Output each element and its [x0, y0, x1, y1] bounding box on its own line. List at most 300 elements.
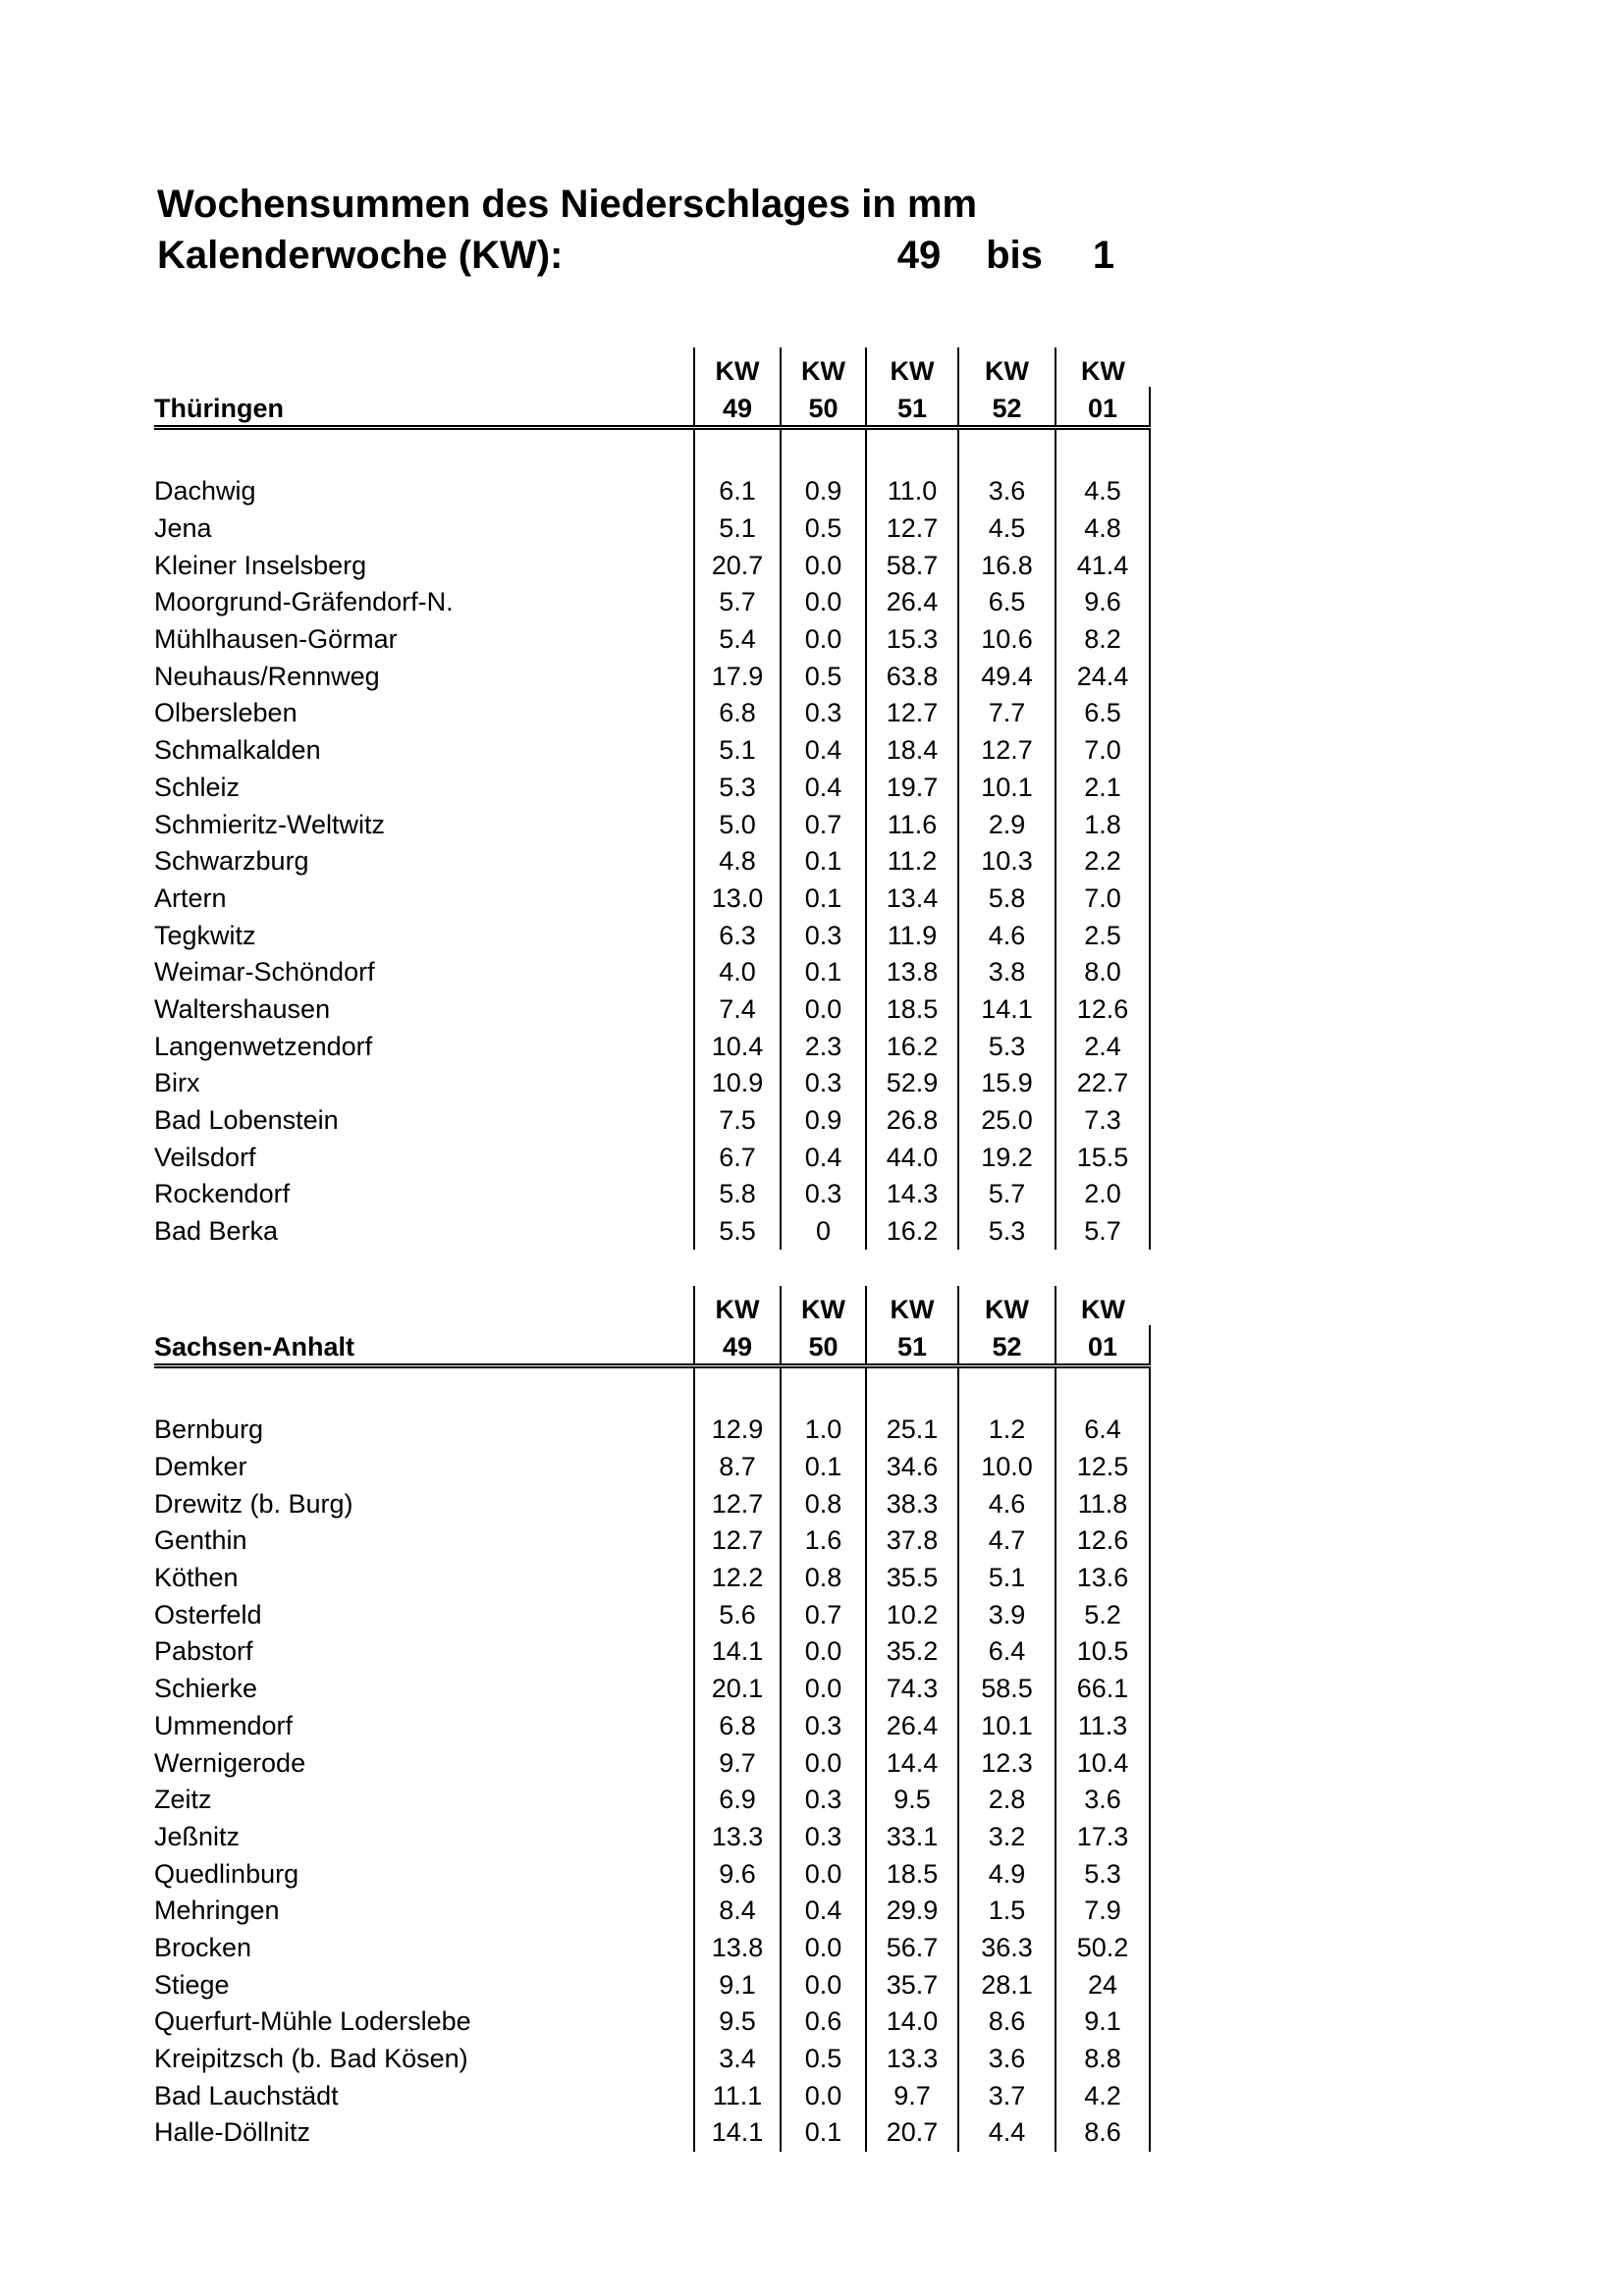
precip-value: 8.2: [1056, 621, 1150, 659]
precip-value: 5.7: [958, 1176, 1056, 1213]
station-name: Stiege: [154, 1969, 230, 2000]
station-name: Querfurt-Mühle Loderslebe: [154, 2006, 471, 2037]
precip-value: 74.3: [866, 1671, 958, 1708]
precip-value: 0.3: [781, 917, 866, 954]
table-row: [154, 658, 1150, 695]
kw-label: KW: [866, 1286, 958, 1325]
page-title: Wochensummen des Niederschlages in mm: [157, 183, 978, 226]
precip-value: 5.3: [958, 1028, 1056, 1065]
station-name: Bad Berka: [154, 1216, 279, 1247]
header-gap: [154, 1366, 1150, 1413]
precip-value: 11.3: [1056, 1708, 1150, 1745]
precip-value: 13.3: [694, 1819, 781, 1856]
precip-value: 16.8: [958, 547, 1056, 584]
kw-label: KW: [1056, 347, 1150, 387]
table-row: [154, 1213, 1150, 1251]
precip-value: 0.0: [781, 1633, 866, 1671]
precip-value: 9.6: [694, 1855, 781, 1893]
precip-value: 14.3: [866, 1176, 958, 1213]
precip-value: 0.0: [781, 547, 866, 584]
precip-value: 5.3: [694, 770, 781, 807]
precip-value: 0.0: [781, 1966, 866, 2003]
precip-value: 13.3: [866, 2041, 958, 2078]
precip-value: 3.6: [958, 473, 1056, 510]
precip-value: 44.0: [866, 1139, 958, 1176]
station-name: Bernburg: [154, 1415, 264, 1445]
precip-value: 15.5: [1056, 1139, 1150, 1176]
precip-value: 29.9: [866, 1893, 958, 1930]
station-name: Halle-Döllnitz: [154, 2117, 311, 2148]
precip-value: 12.2: [694, 1560, 781, 1597]
precip-value: 16.2: [866, 1213, 958, 1251]
precip-value: 1.2: [958, 1412, 1056, 1449]
precip-value: 6.4: [958, 1633, 1056, 1671]
precip-value: 34.6: [866, 1449, 958, 1486]
precip-value: 0.0: [781, 2077, 866, 2114]
week-number: 01: [1056, 1325, 1150, 1366]
precip-value: 5.6: [694, 1596, 781, 1633]
table-row: [154, 917, 1150, 954]
precip-value: 11.8: [1056, 1485, 1150, 1522]
week-number: 51: [866, 1325, 958, 1366]
precip-value: 20.7: [866, 2114, 958, 2152]
precip-value: 8.6: [958, 2003, 1056, 2041]
precip-value: 11.2: [866, 843, 958, 881]
precip-value: 18.5: [866, 1855, 958, 1893]
week-number: 49: [694, 387, 781, 428]
precip-value: 2.3: [781, 1028, 866, 1065]
precip-value: 11.0: [866, 473, 958, 510]
station-rows: [154, 473, 1150, 1250]
precip-value: 0.0: [781, 1671, 866, 1708]
precip-value: 8.8: [1056, 2041, 1150, 2078]
precip-value: 0.4: [781, 1893, 866, 1930]
precip-value: 0.3: [781, 695, 866, 732]
precip-value: 0.3: [781, 1708, 866, 1745]
precip-value: 1.6: [781, 1522, 866, 1560]
precip-value: 0.8: [781, 1485, 866, 1522]
precip-value: 12.7: [958, 732, 1056, 770]
precip-value: 8.0: [1056, 954, 1150, 991]
kw-label: KW: [1056, 1286, 1150, 1325]
precip-value: 5.1: [958, 1560, 1056, 1597]
precip-value: 3.4: [694, 2041, 781, 2078]
week-number: 52: [958, 387, 1056, 428]
precip-value: 13.8: [694, 1930, 781, 1967]
table-row: [154, 584, 1150, 621]
precip-value: 1.0: [781, 1412, 866, 1449]
precip-value: 3.9: [958, 1596, 1056, 1633]
precip-value: 4.2: [1056, 2077, 1150, 2114]
kw-to: 1: [1092, 234, 1115, 277]
table-row: [154, 621, 1150, 659]
table-row: [154, 991, 1150, 1029]
table-row: [154, 1966, 1150, 2003]
precip-value: 0.5: [781, 510, 866, 548]
precip-value: 10.4: [1056, 1744, 1150, 1782]
table-row: [154, 1671, 1150, 1708]
precip-value: 10.4: [694, 1028, 781, 1065]
station-rows: [154, 1412, 1150, 2152]
header-row-weeks: [154, 387, 1150, 428]
precip-value: 26.4: [866, 1708, 958, 1745]
station-name: Artern: [154, 882, 227, 913]
precip-value: 25.1: [866, 1412, 958, 1449]
precip-value: 0.0: [781, 621, 866, 659]
precip-value: 6.9: [694, 1782, 781, 1819]
precip-value: 13.0: [694, 881, 781, 918]
precip-value: 12.9: [694, 1412, 781, 1449]
precip-value: 17.9: [694, 658, 781, 695]
precip-value: 0.9: [781, 1102, 866, 1140]
precip-value: 4.6: [958, 1485, 1056, 1522]
table-row: [154, 881, 1150, 918]
precip-value: 7.5: [694, 1102, 781, 1140]
week-number: 01: [1056, 387, 1150, 428]
table-row: [154, 954, 1150, 991]
precip-value: 24: [1056, 1966, 1150, 2003]
table-row: [154, 1782, 1150, 1819]
table-row: [154, 732, 1150, 770]
table-row: [154, 1819, 1150, 1856]
kw-bis: bis: [986, 234, 1043, 277]
table-row: [154, 2077, 1150, 2114]
precip-value: 4.7: [958, 1522, 1056, 1560]
precip-value: 20.1: [694, 1671, 781, 1708]
week-number: 50: [781, 1325, 866, 1366]
precip-value: 5.5: [694, 1213, 781, 1251]
table-row: [154, 1855, 1150, 1893]
table-row: [154, 1893, 1150, 1930]
table-row: [154, 1028, 1150, 1065]
precip-value: 5.8: [694, 1176, 781, 1213]
precip-value: 9.5: [866, 1782, 958, 1819]
precip-value: 4.8: [694, 843, 781, 881]
precip-value: 3.2: [958, 1819, 1056, 1856]
station-name: Drewitz (b. Burg): [154, 1488, 353, 1519]
header-spacer: [154, 1286, 694, 1325]
kw-label: KW: [694, 347, 781, 387]
precip-value: 0.1: [781, 881, 866, 918]
precip-value: 9.5: [694, 2003, 781, 2041]
kw-from: 49: [896, 234, 942, 277]
precip-value: 0.4: [781, 1139, 866, 1176]
precip-value: 35.2: [866, 1633, 958, 1671]
precip-value: 9.1: [694, 1966, 781, 2003]
precip-value: 5.7: [694, 584, 781, 621]
precip-value: 0.0: [781, 1855, 866, 1893]
precip-value: 0.7: [781, 1596, 866, 1633]
precip-value: 0.0: [781, 1930, 866, 1967]
table-row: [154, 510, 1150, 548]
header-row-weeks: [154, 1325, 1150, 1366]
precip-value: 0: [781, 1213, 866, 1251]
table-row: [154, 843, 1150, 881]
precip-value: 0.5: [781, 658, 866, 695]
precip-value: 10.3: [958, 843, 1056, 881]
precip-value: 10.2: [866, 1596, 958, 1633]
precip-value: 0.1: [781, 2114, 866, 2152]
precip-value: 0.3: [781, 1782, 866, 1819]
precip-value: 12.7: [866, 695, 958, 732]
station-name: Brocken: [154, 1932, 252, 1962]
precip-value: 0.0: [781, 584, 866, 621]
precip-value: 0.8: [781, 1560, 866, 1597]
precip-value: 19.2: [958, 1139, 1056, 1176]
station-name: Schmalkalden: [154, 735, 321, 766]
precip-value: 5.4: [694, 621, 781, 659]
precip-value: 4.9: [958, 1855, 1056, 1893]
precip-value: 66.1: [1056, 1671, 1150, 1708]
station-name: Schleiz: [154, 772, 241, 802]
table-row: [154, 1139, 1150, 1176]
precip-value: 11.1: [694, 2077, 781, 2114]
precip-value: 0.1: [781, 954, 866, 991]
table-row: [154, 1412, 1150, 1449]
station-name: Schmieritz-Weltwitz: [154, 809, 386, 839]
station-name: Mehringen: [154, 1896, 280, 1926]
precip-value: 10.1: [958, 770, 1056, 807]
precip-value: 6.3: [694, 917, 781, 954]
station-name: Pabstorf: [154, 1636, 253, 1667]
kw-label: KW: [781, 1286, 866, 1325]
station-name: Olbersleben: [154, 698, 298, 728]
precip-value: 13.6: [1056, 1560, 1150, 1597]
precip-value: 36.3: [958, 1930, 1056, 1967]
precip-value: 4.4: [958, 2114, 1056, 2152]
precip-value: 8.4: [694, 1893, 781, 1930]
precip-value: 14.0: [866, 2003, 958, 2041]
precip-value: 0.0: [781, 1744, 866, 1782]
precip-value: 19.7: [866, 770, 958, 807]
precip-value: 3.7: [958, 2077, 1056, 2114]
kw-label: KW: [958, 347, 1056, 387]
precip-value: 5.3: [958, 1213, 1056, 1251]
precip-value: 14.1: [694, 2114, 781, 2152]
station-name: Kreipitzsch (b. Bad Kösen): [154, 2044, 468, 2074]
station-name: Veilsdorf: [154, 1142, 256, 1172]
precip-value: 12.7: [694, 1485, 781, 1522]
precip-value: 7.4: [694, 991, 781, 1029]
precip-value: 1.8: [1056, 806, 1150, 843]
precip-value: 10.5: [1056, 1633, 1150, 1671]
precip-value: 12.6: [1056, 1522, 1150, 1560]
station-name: Bad Lauchstädt: [154, 2080, 339, 2110]
precip-value: 0.0: [781, 991, 866, 1029]
precip-value: 5.0: [694, 806, 781, 843]
precip-value: 4.8: [1056, 510, 1150, 548]
precip-value: 8.6: [1056, 2114, 1150, 2152]
precip-value: 8.7: [694, 1449, 781, 1486]
precip-value: 0.1: [781, 843, 866, 881]
precip-value: 2.8: [958, 1782, 1056, 1819]
kw-label: KW: [958, 1286, 1056, 1325]
precip-value: 3.8: [958, 954, 1056, 991]
station-name: Dachwig: [154, 476, 256, 507]
header-gap: [154, 428, 1150, 474]
precip-value: 56.7: [866, 1930, 958, 1967]
table-row: [154, 2003, 1150, 2041]
precip-value: 2.2: [1056, 843, 1150, 881]
precip-value: 5.1: [694, 732, 781, 770]
precip-value: 9.1: [1056, 2003, 1150, 2041]
station-name: Waltershausen: [154, 993, 331, 1024]
precip-value: 0.6: [781, 2003, 866, 2041]
precip-value: 18.5: [866, 991, 958, 1029]
precip-value: 6.7: [694, 1139, 781, 1176]
precip-value: 5.7: [1056, 1213, 1150, 1251]
table-row: [154, 695, 1150, 732]
precip-value: 2.5: [1056, 917, 1150, 954]
station-name: Schierke: [154, 1674, 258, 1704]
week-number: 52: [958, 1325, 1056, 1366]
kw-label: KW: [694, 1286, 781, 1325]
precip-value: 4.6: [958, 917, 1056, 954]
precip-value: 35.7: [866, 1966, 958, 2003]
precip-value: 7.7: [958, 695, 1056, 732]
station-name: Demker: [154, 1452, 247, 1482]
precip-value: 0.4: [781, 732, 866, 770]
precip-value: 2.1: [1056, 770, 1150, 807]
precip-value: 50.2: [1056, 1930, 1150, 1967]
precip-value: 12.7: [694, 1522, 781, 1560]
kw-label: KW: [866, 347, 958, 387]
section-table-thueringen: [154, 347, 1151, 1250]
precip-value: 49.4: [958, 658, 1056, 695]
precip-value: 0.1: [781, 1449, 866, 1486]
table-row: [154, 1485, 1150, 1522]
precip-value: 6.4: [1056, 1412, 1150, 1449]
table-row: [154, 1522, 1150, 1560]
precip-value: 7.9: [1056, 1893, 1150, 1930]
precip-value: 1.5: [958, 1893, 1056, 1930]
precip-value: 4.5: [1056, 473, 1150, 510]
precip-value: 7.0: [1056, 881, 1150, 918]
station-name: Tegkwitz: [154, 920, 256, 950]
table-row: [154, 1102, 1150, 1140]
station-name: Bad Lobenstein: [154, 1105, 339, 1136]
precip-value: 26.4: [866, 584, 958, 621]
precip-value: 18.4: [866, 732, 958, 770]
table-row: [154, 1596, 1150, 1633]
precip-value: 2.0: [1056, 1176, 1150, 1213]
station-name: Birx: [154, 1068, 200, 1098]
precip-value: 11.6: [866, 806, 958, 843]
header-row-kw: [154, 1286, 1150, 1325]
station-name: Quedlinburg: [154, 1858, 299, 1889]
precip-value: 26.8: [866, 1102, 958, 1140]
precip-value: 2.4: [1056, 1028, 1150, 1065]
precip-value: 4.0: [694, 954, 781, 991]
station-name: Osterfeld: [154, 1599, 262, 1629]
section-title: Sachsen-Anhalt: [154, 1325, 694, 1366]
precip-value: 12.3: [958, 1744, 1056, 1782]
precip-value: 14.4: [866, 1744, 958, 1782]
table-row: [154, 1708, 1150, 1745]
station-name: Neuhaus/Rennweg: [154, 661, 380, 691]
precip-value: 9.6: [1056, 584, 1150, 621]
station-name: Langenwetzendorf: [154, 1031, 373, 1061]
precip-value: 17.3: [1056, 1819, 1150, 1856]
table-row: [154, 1930, 1150, 1967]
precip-value: 4.5: [958, 510, 1056, 548]
table-row: [154, 806, 1150, 843]
precip-value: 3.6: [1056, 1782, 1150, 1819]
precip-value: 2.9: [958, 806, 1056, 843]
precip-value: 3.6: [958, 2041, 1056, 2078]
precip-value: 12.6: [1056, 991, 1150, 1029]
precip-value: 0.9: [781, 473, 866, 510]
station-name: Weimar-Schöndorf: [154, 957, 375, 988]
station-name: Genthin: [154, 1525, 247, 1556]
precip-value: 0.5: [781, 2041, 866, 2078]
table-row: [154, 1744, 1150, 1782]
precip-value: 38.3: [866, 1485, 958, 1522]
precip-value: 13.8: [866, 954, 958, 991]
precip-value: 35.5: [866, 1560, 958, 1597]
precip-value: 0.3: [781, 1176, 866, 1213]
station-name: Schwarzburg: [154, 846, 309, 877]
table-row: [154, 1065, 1150, 1102]
precip-value: 5.8: [958, 881, 1056, 918]
precip-value: 10.6: [958, 621, 1056, 659]
precip-value: 37.8: [866, 1522, 958, 1560]
station-name: Kleiner Inselsberg: [154, 550, 367, 580]
precip-value: 6.8: [694, 695, 781, 732]
precip-value: 6.8: [694, 1708, 781, 1745]
precip-value: 0.3: [781, 1819, 866, 1856]
station-name: Jeßnitz: [154, 1821, 241, 1851]
precip-value: 5.2: [1056, 1596, 1150, 1633]
kw-label: KW: [781, 347, 866, 387]
station-name: Mühlhausen-Görmar: [154, 624, 398, 655]
station-name: Rockendorf: [154, 1179, 291, 1209]
precip-value: 52.9: [866, 1065, 958, 1102]
precip-value: 41.4: [1056, 547, 1150, 584]
precip-value: 13.4: [866, 881, 958, 918]
station-name: Ummendorf: [154, 1710, 294, 1740]
table-row: [154, 1176, 1150, 1213]
table-row: [154, 1633, 1150, 1671]
week-number: 51: [866, 387, 958, 428]
header-spacer: [154, 347, 694, 387]
section-table-sachsen-anhalt: [154, 1286, 1151, 2152]
precip-value: 7.3: [1056, 1102, 1150, 1140]
table-row: [154, 2114, 1150, 2152]
precip-value: 16.2: [866, 1028, 958, 1065]
station-name: Jena: [154, 513, 212, 544]
header-row-kw: [154, 347, 1150, 387]
precip-value: 10.1: [958, 1708, 1056, 1745]
station-name: Moorgrund-Gräfendorf-N.: [154, 587, 454, 617]
precip-value: 15.9: [958, 1065, 1056, 1102]
precip-value: 58.7: [866, 547, 958, 584]
precip-value: 5.1: [694, 510, 781, 548]
precip-value: 33.1: [866, 1819, 958, 1856]
precip-value: 0.4: [781, 770, 866, 807]
precip-value: 15.3: [866, 621, 958, 659]
precip-value: 5.3: [1056, 1855, 1150, 1893]
precip-value: 14.1: [694, 1633, 781, 1671]
precip-value: 58.5: [958, 1671, 1056, 1708]
precip-value: 10.0: [958, 1449, 1056, 1486]
precip-value: 14.1: [958, 991, 1056, 1029]
precip-value: 22.7: [1056, 1065, 1150, 1102]
calendar-week-label: Kalenderwoche (KW):: [157, 234, 564, 277]
precip-value: 0.7: [781, 806, 866, 843]
precip-value: 7.0: [1056, 732, 1150, 770]
table-row: [154, 770, 1150, 807]
